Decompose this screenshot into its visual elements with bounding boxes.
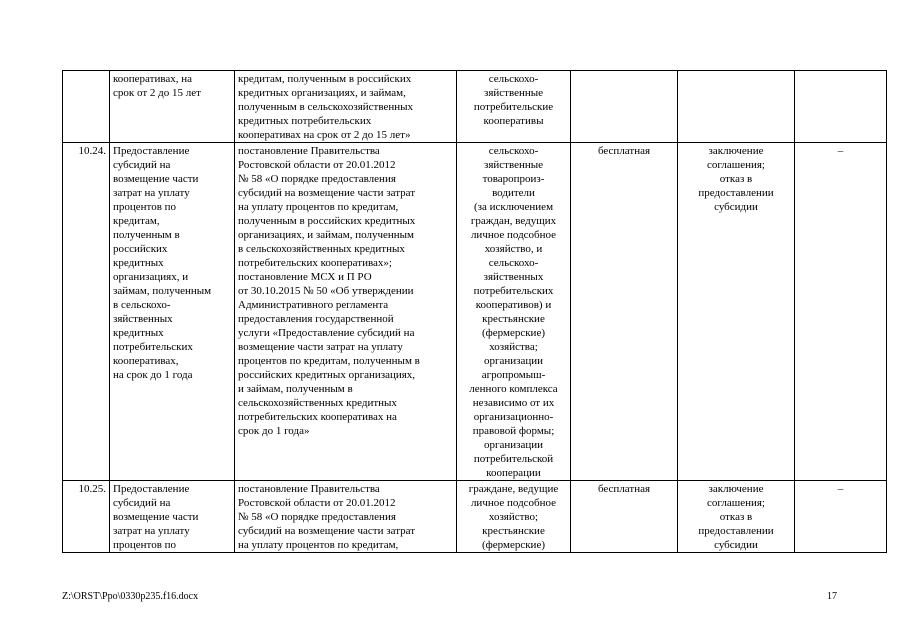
cell-text-line: кооперативах на срок от 2 до 15 лет» (238, 129, 411, 141)
cell-text-line: возмещение части (113, 511, 199, 523)
cell-text-line: субсидий на возмещение части затрат (238, 525, 416, 537)
cell-text-line: займам, полученным (113, 285, 212, 297)
table-row (63, 71, 887, 143)
cell-text-line: кооперативы (483, 115, 544, 127)
cell-text-line: правовой формы; (472, 425, 555, 437)
cell-text-line: зяйственные (483, 87, 544, 99)
cell-text-line: независимо от их (472, 397, 555, 409)
service-name-cell (110, 143, 235, 481)
cell-text-line: хозяйство, и (484, 243, 543, 255)
cell-text-line: в сельскохозяйственных кредитных (238, 243, 405, 255)
cell-text-line: в сельскохо- (113, 299, 171, 311)
cell-text-line: товаропроиз- (482, 173, 545, 185)
recipients-cell (457, 71, 571, 143)
cell-text-line: (фермерские) (481, 327, 545, 339)
extra-cell (795, 71, 887, 143)
cell-text-line: хозяйство; (488, 511, 539, 523)
row-number-cell: 10.25. (63, 481, 110, 553)
cell-text-line: субсидий на (113, 497, 171, 509)
cost-cell (571, 143, 678, 481)
cell-text-line: затрат на уплату (113, 525, 190, 537)
cell-text-line: крестьянские (482, 525, 545, 537)
cell-text-line: российских кредитных организациях, (238, 369, 416, 381)
legal-act-cell (235, 71, 457, 143)
cell-text-line: – (837, 145, 844, 157)
cell-text-line: Предоставление (113, 483, 190, 495)
cell-text-line: кредитных потребительских (238, 115, 372, 127)
cell-text-line: № 58 «О порядке предоставления (238, 511, 396, 523)
cell-text-line: заключение (708, 483, 764, 495)
services-table-body (63, 71, 887, 553)
cell-text-line: полученным в российских кредитных (238, 215, 416, 227)
cell-text-line: отказ в (719, 173, 753, 185)
cell-text-line: кредитам, полученным в российских (238, 73, 412, 85)
footer-page-number: 17 (827, 591, 837, 602)
cell-text-line: отказ в (719, 511, 753, 523)
cell-text-line: кредитных (113, 327, 164, 339)
cell-text-line: – (837, 483, 844, 495)
services-table (62, 70, 887, 553)
cell-text-line: бесплатная (597, 145, 651, 157)
cost-cell (571, 481, 678, 553)
cell-text-line: потребительских (473, 285, 554, 297)
cell-text-line: субсидий на возмещение части затрат (238, 187, 416, 199)
cell-text-line: крестьянские (482, 313, 545, 325)
table-row (63, 143, 887, 481)
cell-text-line: заключение (708, 145, 764, 157)
cell-text-line: срок до 1 года» (238, 425, 310, 437)
cell-text-line: Предоставление (113, 145, 190, 157)
cell-text-line: сельскохозяйственных кредитных (238, 397, 397, 409)
cell-text-line: кредитных (113, 257, 164, 269)
cell-text-line: граждане, ведущие (468, 483, 559, 495)
extra-cell (795, 143, 887, 481)
cell-text-line: агропромыш- (481, 369, 546, 381)
cell-text-line: российских (113, 243, 168, 255)
cell-text-line: предоставления государственной (238, 313, 394, 325)
cell-text-line: потребительских кооперативах на (238, 411, 397, 423)
cell-text-line: услуги «Предоставление субсидий на (238, 327, 415, 339)
legal-act-cell (235, 481, 457, 553)
cell-text-line: кооперативах, (113, 355, 179, 367)
result-cell (678, 143, 795, 481)
cell-text-line: полученным в (113, 229, 180, 241)
cell-text-line: субсидии (714, 539, 758, 551)
cell-text-line: от 30.10.2015 № 50 «Об утверждении (238, 285, 414, 297)
cell-text-line: предоставлении (698, 187, 774, 199)
cell-text-line: сельскохо- (488, 73, 539, 85)
cell-text-line: Ростовской области от 20.01.2012 (238, 159, 396, 171)
cell-text-line: потребительских кооперативах»; (238, 257, 392, 269)
result-cell (678, 481, 795, 553)
cell-text-line: потребительских (113, 341, 193, 353)
cell-text-line: ленного комплекса (469, 383, 558, 395)
cost-cell (571, 71, 678, 143)
cell-text-line: сельскохо- (488, 257, 539, 269)
cell-text-line: на уплату процентов по кредитам, (238, 539, 399, 551)
cell-text-line: предоставлении (698, 525, 774, 537)
cell-text-line: соглашения; (707, 497, 765, 509)
cell-text-line: (за исключением (473, 201, 554, 213)
cell-text-line: бесплатная (597, 483, 651, 495)
row-number-cell: 10.24. (63, 143, 110, 481)
cell-text-line: постановление МСХ и П РО (238, 271, 372, 283)
cell-text-line: на срок до 1 года (113, 369, 193, 381)
service-name-cell (110, 481, 235, 553)
cell-text-line: зяйственные (483, 159, 544, 171)
table-row (63, 481, 887, 553)
cell-text-line: кооперативах, на (113, 73, 193, 85)
recipients-cell (457, 143, 571, 481)
cell-text-line: зяйственных (483, 271, 544, 283)
cell-text-line: организации (483, 355, 544, 367)
cell-text-line: возмещение части затрат на уплату (238, 341, 403, 353)
cell-text-line: № 58 «О порядке предоставления (238, 173, 396, 185)
cell-text-line: личное подсобное (470, 229, 557, 241)
cell-text-line: на уплату процентов по кредитам, (238, 201, 399, 213)
cell-text-line: субсидии (714, 201, 758, 213)
cell-text-line: зяйственных (113, 313, 173, 325)
cell-text-line: потребительские (473, 101, 554, 113)
cell-text-line: Административного регламента (238, 299, 389, 311)
cell-text-line: потребительской (473, 453, 554, 465)
cell-text-line: кредитных организациях, и займам, (238, 87, 406, 99)
cell-text-line: сельскохо- (488, 145, 539, 157)
legal-act-cell (235, 143, 457, 481)
extra-cell (795, 481, 887, 553)
cell-text-line: постановление Правительства (238, 483, 380, 495)
cell-text-line: кооперативов) и (475, 299, 552, 311)
result-cell (678, 71, 795, 143)
cell-text-line: процентов по кредитам, полученным в (238, 355, 420, 367)
cell-text-line: срок от 2 до 15 лет (113, 87, 201, 99)
cell-text-line: кооперации (486, 467, 541, 479)
cell-text-line: кредитам, (113, 215, 160, 227)
cell-text-line: граждан, ведущих (470, 215, 557, 227)
cell-text-line: процентов по (113, 539, 177, 551)
cell-text-line: и займам, полученным в (238, 383, 353, 395)
cell-text-line: организации (483, 439, 544, 451)
cell-text-line: полученным в сельскохозяйственных (238, 101, 414, 113)
recipients-cell (457, 481, 571, 553)
cell-text-line: постановление Правительства (238, 145, 380, 157)
cell-text-line: организациях, и (113, 271, 189, 283)
cell-text-line: Ростовской области от 20.01.2012 (238, 497, 396, 509)
cell-text-line: водители (492, 187, 535, 199)
cell-text-line: субсидий на (113, 159, 171, 171)
cell-text-line: хозяйства; (489, 341, 538, 353)
cell-text-line: организациях, и займам, полученным (238, 229, 414, 241)
cell-text-line: процентов по (113, 201, 177, 213)
row-number-cell (63, 71, 110, 143)
cell-text-line: личное подсобное (470, 497, 557, 509)
cell-text-line: затрат на уплату (113, 187, 190, 199)
cell-text-line: соглашения; (707, 159, 765, 171)
cell-text-line: возмещение части (113, 173, 199, 185)
cell-text-line: организационно- (473, 411, 554, 423)
service-name-cell (110, 71, 235, 143)
cell-text-line: (фермерские) (481, 539, 545, 551)
footer-file-path: Z:\ORST\Ppo\0330p235.f16.docx (62, 591, 199, 602)
